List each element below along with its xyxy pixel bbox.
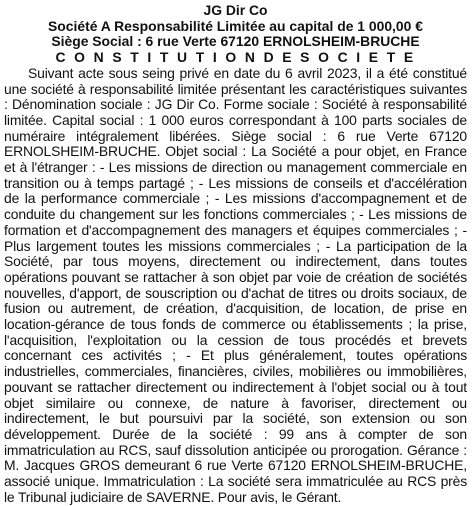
notice-body: Suivant acte sous seing privé en date du 6 avril 2023, il a été constitué une société à responsabilité limitée présentant les caractéristiques suivantes : Dénomination sociale : JG Dir Co. Forme sociale : Société à responsabilité limitée. Capital social : 1 000 euros correspondant à 100 parts sociales de numéraire intégralement libérées. Siège social : 6 rue Verte 67120 ERNOLSHEIM-BRUCHE. Objet social : La Société a pour objet, en France et à l'étranger : - Les missions de direction ou management commerciale en transition ou à temps partagé ; - Les missions de conseils et d'accélération de la performance commerciale ; - Les missions d'accompagnement et de conduite du changement sur les fonctions commerciales ; - Les missions de formation et d'accompagnement des managers et équipes commerciales ; - Plus largement toutes les missions commerciales ; - La participation de la Société, par tous moyens, directement ou indirectement, dans toutes opérations pouvant se rattacher à son objet par voie de création de sociétés nouvelles, d'apport, de souscription ou d'achat de titres ou droits sociaux, de fusion ou autrement, de création, d'acquisition, de location, de prise en location-gérance de tous fonds de commerce ou établissements ; la prise, l'acquisition, l'exploitation ou la cession de tous procédés et brevets concernant ces activités ; - Et plus généralement, toutes opérations industrielles, commerciales, financières, civiles, mobilières ou immobilières, pouvant se rattacher directement ou indirectement à l'objet social ou à tout objet similaire ou connexe, de nature à favoriser, directement ou indirectement, le but poursuivi par la société, son extension ou son développement. Durée de la société : 99 ans à compter de son immatriculation au RCS, sauf dissolution anticipée ou prorogation. Gérance : M. Jacques GROS demeurant 6 rue Verte 67120 ERNOLSHEIM-BRUCHE, associé unique. Immatriculation : La société sera immatriculée au RCS près le Tribunal judiciaire de SAVERNE. Pour avis, le Gérant. <box>4 64 467 505</box>
section-title: C O N S T I T U T I O N D E S O C I E T E <box>55 49 416 66</box>
company-name: JG Dir Co <box>203 2 268 18</box>
company-form-capital: Société A Responsabilité Limitée au capital de 1 000,00 € <box>48 17 423 34</box>
registered-office: Siège Social : 6 rue Verte 67120 ERNOLSHEIM-BRUCHE <box>51 33 420 50</box>
legal-notice <box>4 0 467 506</box>
